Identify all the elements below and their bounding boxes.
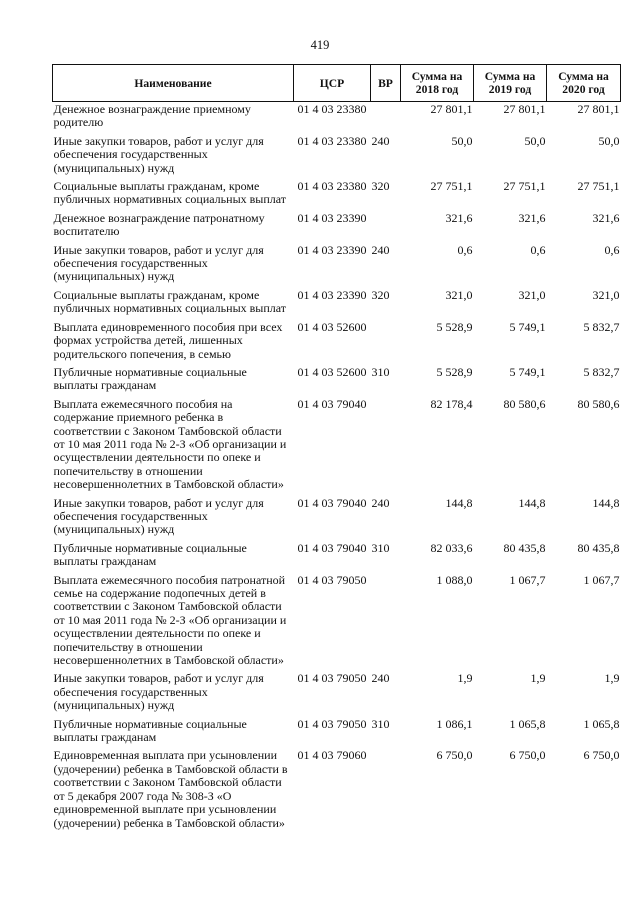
row-vr: 310 bbox=[371, 716, 390, 731]
row-name: Единовременная выплата при усыновлении (удочерении) ребенка в Тамбовской области в соответствии с Законом Тамбовской области от 5 декабря 2007 года № 308-З «О единовременной выплате при усыновлении (удочерении) ребенка в Тамбовской области» bbox=[53, 748, 288, 830]
row-sum-2019: 1 065,8 bbox=[509, 716, 546, 731]
row-vr: 320 bbox=[371, 287, 390, 302]
row-vr bbox=[371, 320, 401, 365]
row-sum-2019: 6 750,0 bbox=[509, 748, 546, 763]
row-csr: 01 4 03 79060 bbox=[297, 748, 367, 763]
row-csr: 01 4 03 79050 bbox=[297, 716, 367, 731]
table-row bbox=[53, 243, 621, 288]
row-sum-2020: 321,0 bbox=[592, 287, 620, 302]
table-row bbox=[53, 211, 621, 243]
row-sum-2020: 1 067,7 bbox=[583, 572, 620, 587]
row-sum-2019: 80 435,8 bbox=[503, 540, 546, 555]
row-sum-2018: 1,9 bbox=[457, 671, 473, 686]
row-sum-2019: 321,0 bbox=[518, 287, 546, 302]
row-csr: 01 4 03 52600 bbox=[297, 319, 367, 334]
row-name: Иные закупки товаров, работ и услуг для обеспечения государственных (муниципальных) нужд bbox=[53, 495, 264, 537]
table-body bbox=[53, 102, 621, 834]
row-csr: 01 4 03 52600 bbox=[297, 364, 367, 379]
row-name: Социальные выплаты гражданам, кроме публичных нормативных социальных выплат bbox=[53, 287, 287, 316]
row-sum-2019: 0,6 bbox=[530, 242, 546, 257]
row-vr: 240 bbox=[371, 495, 390, 510]
row-name: Денежное вознаграждение приемному родителю bbox=[53, 102, 251, 130]
row-sum-2020: 144,8 bbox=[592, 495, 620, 510]
row-name: Выплата ежемесячного пособия на содержание приемного ребенка в соответствии с Законом Тамбовской области от 10 мая 2011 года № 2-З «Об организации и осуществлении деятельности по опеке и попечительству в отношении несовершеннолетних в Тамбовской области» bbox=[53, 396, 287, 492]
table-row bbox=[53, 748, 621, 833]
table-row bbox=[53, 496, 621, 541]
row-csr: 01 4 03 79040 bbox=[297, 495, 367, 510]
row-vr bbox=[371, 748, 401, 833]
header-sum-2018: Сумма на 2018 год bbox=[401, 65, 474, 102]
header-vr: ВР bbox=[371, 65, 401, 102]
row-csr: 01 4 03 79040 bbox=[297, 396, 367, 411]
row-name: Публичные нормативные социальные выплаты гражданам bbox=[53, 540, 247, 569]
row-sum-2019: 1,9 bbox=[530, 671, 546, 686]
row-sum-2019: 5 749,1 bbox=[509, 364, 546, 379]
row-vr: 310 bbox=[371, 364, 390, 379]
row-name: Иные закупки товаров, работ и услуг для обеспечения государственных (муниципальных) нужд bbox=[53, 671, 264, 713]
row-sum-2018: 0,6 bbox=[457, 242, 473, 257]
row-sum-2018: 1 088,0 bbox=[436, 572, 473, 587]
row-vr: 240 bbox=[371, 133, 390, 148]
row-sum-2019: 5 749,1 bbox=[509, 319, 546, 334]
row-sum-2018: 1 086,1 bbox=[436, 716, 473, 731]
row-csr: 01 4 03 23390 bbox=[297, 210, 367, 225]
page-number: 419 bbox=[310, 38, 330, 52]
table-row bbox=[53, 320, 621, 365]
row-sum-2018: 144,8 bbox=[445, 495, 473, 510]
row-sum-2019: 80 580,6 bbox=[503, 396, 546, 411]
row-csr: 01 4 03 79050 bbox=[297, 671, 367, 686]
table-row bbox=[53, 573, 621, 672]
row-name: Выплата единовременного пособия при всех формах устройства детей, лишенных родительского попечения, в семью bbox=[53, 319, 283, 361]
row-sum-2020: 50,0 bbox=[598, 133, 620, 148]
row-sum-2020: 1,9 bbox=[604, 671, 620, 686]
table-row bbox=[53, 288, 621, 320]
table-row bbox=[53, 102, 621, 134]
row-name: Публичные нормативные социальные выплаты гражданам bbox=[53, 716, 247, 745]
row-csr: 01 4 03 23390 bbox=[297, 242, 367, 257]
row-sum-2020: 80 580,6 bbox=[577, 396, 620, 411]
row-csr: 01 4 03 23390 bbox=[297, 287, 367, 302]
row-name: Денежное вознаграждение патронатному воспитателю bbox=[53, 210, 265, 239]
row-sum-2018: 321,0 bbox=[445, 287, 473, 302]
table-row bbox=[53, 717, 621, 749]
row-name: Выплата ежемесячного пособия патронатной семье на содержание подопечных детей в соответствии с Законом Тамбовской области от 10 мая 2011 года № 2-З «Об организации и осуществлении деятельности по опеке и попечительству в отношении несовершеннолетних в Тамбовской области» bbox=[53, 572, 287, 668]
row-name: Публичные нормативные социальные выплаты гражданам bbox=[53, 364, 247, 393]
row-sum-2018: 27 751,1 bbox=[430, 179, 473, 194]
row-csr: 01 4 03 23380 bbox=[297, 179, 367, 194]
table-row bbox=[53, 134, 621, 179]
table-row bbox=[53, 365, 621, 397]
row-sum-2019: 27 801,1 bbox=[503, 102, 546, 116]
row-sum-2019: 1 067,7 bbox=[509, 572, 546, 587]
table-row bbox=[53, 179, 621, 211]
row-vr: 320 bbox=[371, 179, 390, 194]
table-row bbox=[53, 541, 621, 573]
header-csr: ЦСР bbox=[294, 65, 371, 102]
row-name: Иные закупки товаров, работ и услуг для обеспечения государственных (муниципальных) нужд bbox=[53, 133, 264, 175]
row-sum-2019: 27 751,1 bbox=[503, 179, 546, 194]
row-vr: 240 bbox=[371, 242, 390, 257]
row-sum-2019: 50,0 bbox=[524, 133, 546, 148]
row-sum-2018: 82 178,4 bbox=[430, 396, 473, 411]
row-vr bbox=[371, 397, 401, 496]
row-vr: 240 bbox=[371, 671, 390, 686]
row-sum-2018: 50,0 bbox=[451, 133, 473, 148]
row-sum-2020: 321,6 bbox=[592, 210, 620, 225]
row-vr bbox=[371, 102, 401, 134]
row-sum-2018: 6 750,0 bbox=[436, 748, 473, 763]
row-csr: 01 4 03 23380 bbox=[297, 102, 367, 116]
row-sum-2020: 80 435,8 bbox=[577, 540, 620, 555]
row-name: Иные закупки товаров, работ и услуг для обеспечения государственных (муниципальных) нужд bbox=[53, 242, 264, 284]
row-sum-2020: 0,6 bbox=[604, 242, 620, 257]
row-sum-2020: 27 751,1 bbox=[577, 179, 620, 194]
header-sum-2020: Сумма на 2020 год bbox=[547, 65, 621, 102]
header-name: Наименование bbox=[53, 65, 294, 102]
table-row bbox=[53, 671, 621, 716]
row-sum-2020: 27 801,1 bbox=[577, 102, 620, 116]
row-sum-2018: 5 528,9 bbox=[436, 364, 473, 379]
row-csr: 01 4 03 23380 bbox=[297, 133, 367, 148]
row-csr: 01 4 03 79050 bbox=[297, 572, 367, 587]
row-sum-2018: 5 528,9 bbox=[436, 319, 473, 334]
row-vr bbox=[371, 211, 401, 243]
row-sum-2020: 1 065,8 bbox=[583, 716, 620, 731]
budget-table bbox=[52, 64, 621, 834]
row-name: Социальные выплаты гражданам, кроме публичных нормативных социальных выплат bbox=[53, 179, 287, 207]
row-sum-2020: 5 832,7 bbox=[583, 364, 620, 379]
row-vr: 310 bbox=[371, 540, 390, 555]
row-sum-2019: 144,8 bbox=[518, 495, 546, 510]
row-sum-2018: 82 033,6 bbox=[430, 540, 473, 555]
table-row bbox=[53, 397, 621, 496]
table-header bbox=[53, 65, 621, 102]
row-sum-2020: 5 832,7 bbox=[583, 319, 620, 334]
header-sum-2019: Сумма на 2019 год bbox=[474, 65, 547, 102]
row-csr: 01 4 03 79040 bbox=[297, 540, 367, 555]
row-vr bbox=[371, 573, 401, 672]
row-sum-2018: 321,6 bbox=[445, 210, 473, 225]
row-sum-2019: 321,6 bbox=[518, 210, 546, 225]
row-sum-2018: 27 801,1 bbox=[430, 102, 473, 116]
row-sum-2020: 6 750,0 bbox=[583, 748, 620, 763]
